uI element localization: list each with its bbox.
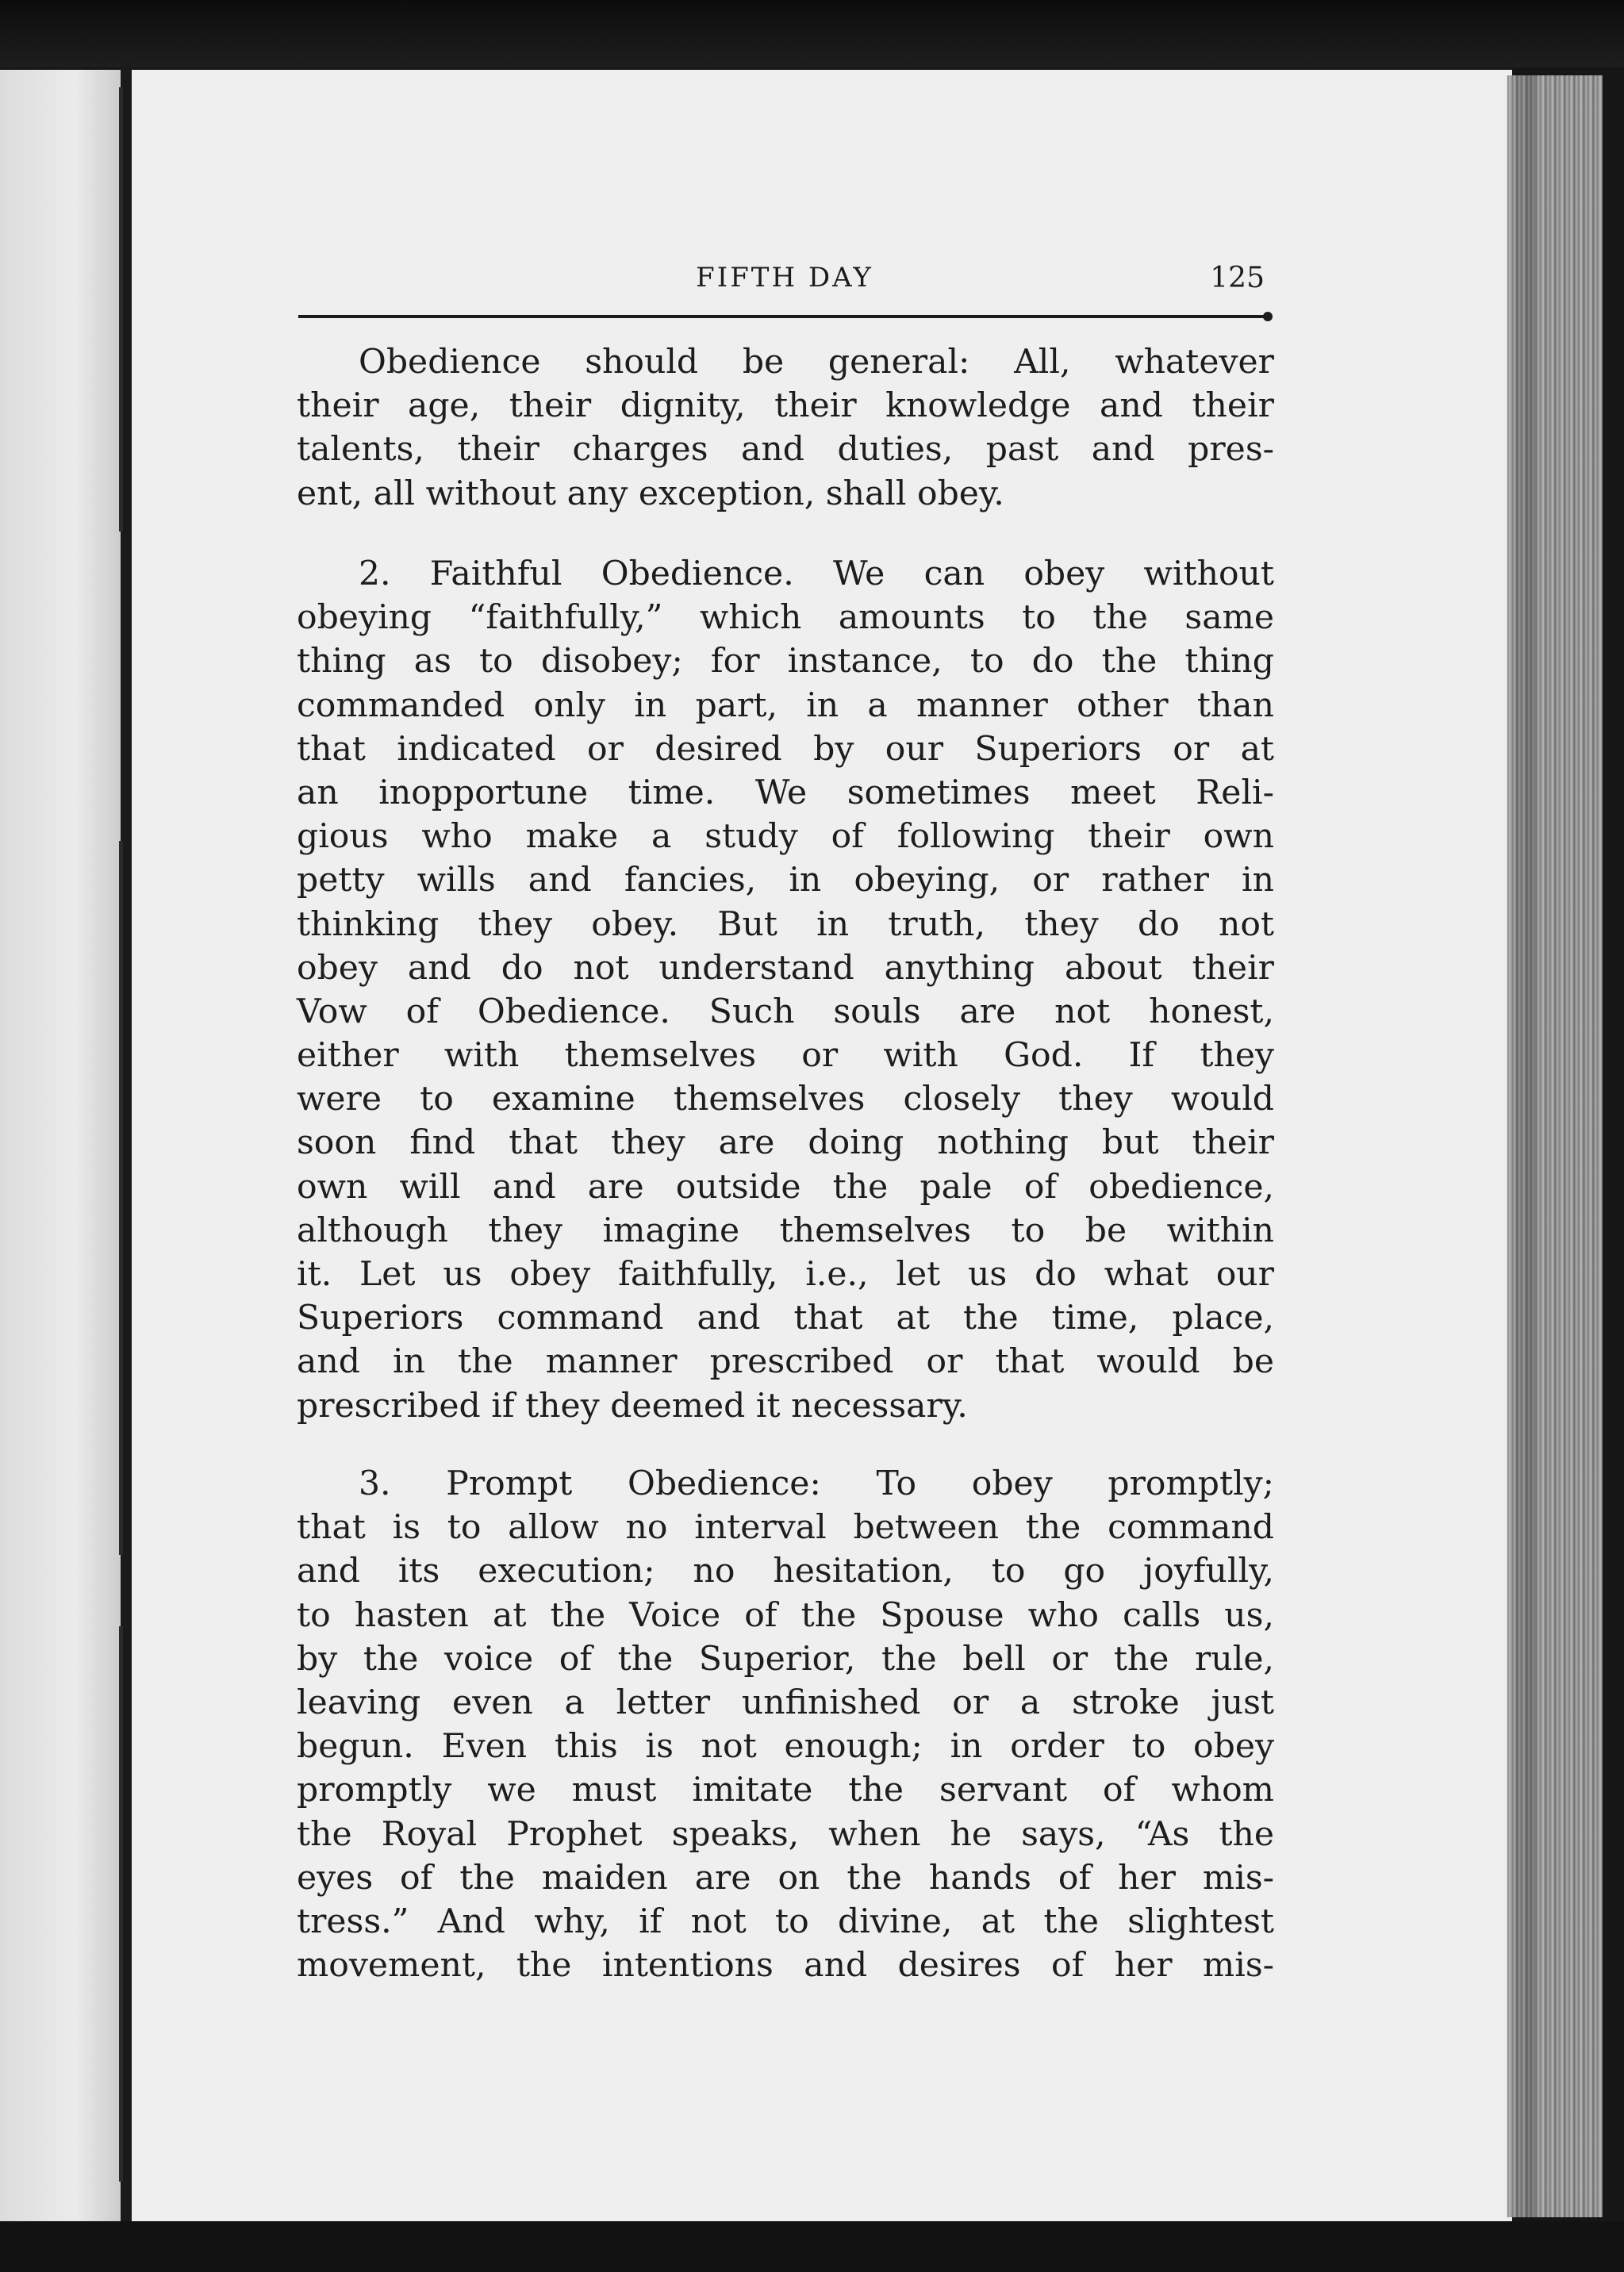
- running-head-title: FIFTH DAY: [696, 262, 873, 294]
- text-line: thing as to disobey; for instance, to do the thing: [297, 642, 1274, 681]
- text-line: their age, their dignity, their knowledge and their: [297, 386, 1274, 426]
- text-line: movement, the intentions and desires of her mis-: [297, 1946, 1274, 1986]
- text-line: Obedience should be general: All, whatever: [359, 343, 1274, 382]
- page-number: 125: [1210, 262, 1265, 294]
- text-line: commanded only in part, in a manner other than: [297, 685, 1274, 725]
- text-line: 3. Prompt Obedience: To obey promptly;: [359, 1464, 1274, 1503]
- text-line: tress.” And why, if not to divine, at the slightest: [297, 1902, 1274, 1941]
- text-line: own will and are outside the pale of obedience,: [297, 1167, 1274, 1207]
- text-line: leaving even a letter unfinished or a stroke just: [297, 1683, 1274, 1722]
- text-line: prescribed if they deemed it necessary.: [297, 1386, 968, 1426]
- text-line: ent, all without any exception, shall obey.: [297, 474, 1004, 513]
- text-line: although they imagine themselves to be within: [297, 1211, 1274, 1250]
- header-rule: [298, 315, 1271, 318]
- text-line: promptly we must imitate the servant of whom: [297, 1771, 1274, 1810]
- text-line: an inopportune time. We sometimes meet Reli-: [297, 773, 1274, 812]
- text-line: to hasten at the Voice of the Spouse who calls us,: [297, 1595, 1274, 1635]
- text-line: the Royal Prophet speaks, when he says, “As the: [297, 1814, 1274, 1854]
- scan-border-bottom: [0, 2221, 1624, 2272]
- gutter-shadow: [119, 87, 123, 532]
- text-line: petty wills and fancies, in obeying, or rather in: [297, 861, 1274, 900]
- paragraph-general-obedience: [297, 340, 1274, 516]
- text-line: thinking they obey. But in truth, they do not: [297, 904, 1274, 944]
- text-line: Superiors command and that at the time, place,: [297, 1299, 1274, 1338]
- text-line: obey and do not understand anything about their: [297, 948, 1274, 988]
- text-line: either with themselves or with God. If they: [297, 1036, 1274, 1076]
- text-line: were to examine themselves closely they would: [297, 1080, 1274, 1119]
- header-rule-end: [1263, 312, 1273, 321]
- text-line: eyes of the maiden are on the hands of her mis-: [297, 1858, 1274, 1898]
- text-line: and in the manner prescribed or that would be: [297, 1342, 1274, 1382]
- text-line: that is to allow no interval between the command: [297, 1508, 1274, 1548]
- text-line: and its execution; no hesitation, to go joyfully,: [297, 1552, 1274, 1591]
- text-line: talents, their charges and duties, past and pres-: [297, 430, 1274, 470]
- text-line: that indicated or desired by our Superiors or at: [297, 729, 1274, 769]
- gutter-shadow: [119, 1626, 123, 2182]
- paragraph-faithful-obedience: [297, 552, 1274, 1428]
- running-head: [298, 262, 1271, 309]
- text-line: soon find that they are doing nothing but their: [297, 1123, 1274, 1163]
- text-line: obeying “faithfully,” which amounts to the same: [297, 598, 1274, 638]
- paragraph-prompt-obedience: [297, 1462, 1274, 1987]
- facing-page-edge: [0, 70, 125, 2221]
- text-line: gious who make a study of following their own: [297, 817, 1274, 857]
- text-line: by the voice of the Superior, the bell or the rule,: [297, 1639, 1274, 1679]
- gutter-shadow: [119, 841, 123, 1555]
- page-edge-shadow: [1503, 75, 1535, 2217]
- text-line: Vow of Obedience. Such souls are not honest,: [297, 992, 1274, 1031]
- text-line: begun. Even this is not enough; in order to obey: [297, 1727, 1274, 1767]
- text-line: it. Let us obey faithfully, i.e., let us do what our: [297, 1255, 1274, 1294]
- text-line: 2. Faithful Obedience. We can obey without: [359, 555, 1274, 593]
- scan-border-top: [0, 0, 1624, 67]
